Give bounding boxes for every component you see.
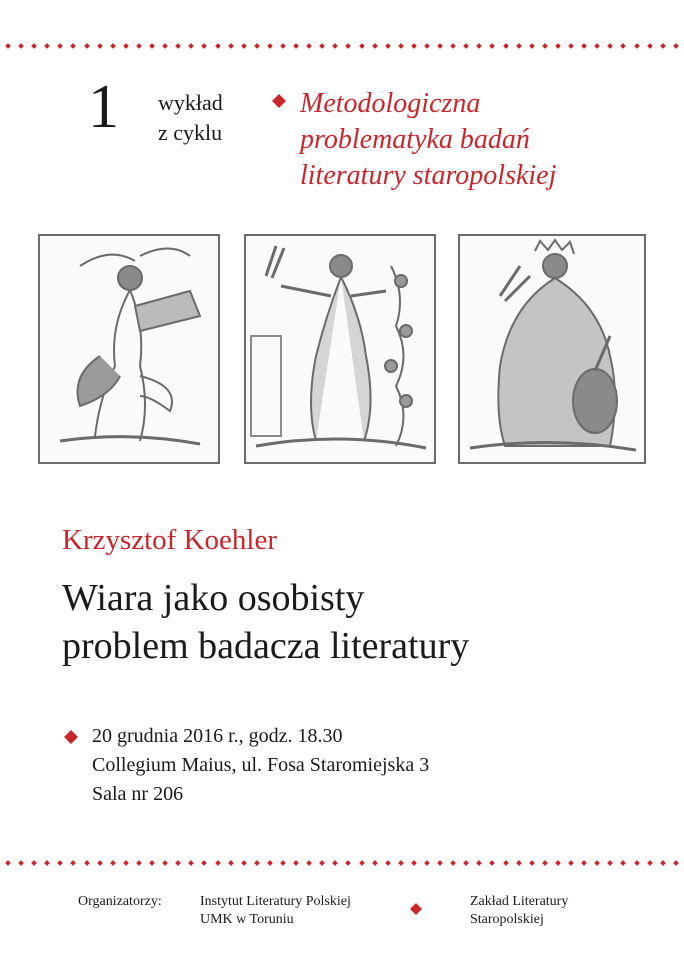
lecture-title-line2: problem badacza literatury [62, 625, 470, 667]
border-dot [607, 860, 613, 866]
organizer-department-line2: Staropolskiej [470, 912, 544, 927]
border-dot [463, 43, 469, 49]
border-dot [136, 860, 142, 866]
border-dot [162, 860, 168, 866]
border-dot [372, 860, 378, 866]
border-dot [44, 43, 50, 49]
border-dot [490, 860, 496, 866]
border-dot [5, 860, 11, 866]
border-dot [215, 860, 221, 866]
organizer-institute [200, 893, 351, 929]
border-dot [228, 860, 234, 866]
border-dot [621, 860, 627, 866]
border-dot [123, 43, 129, 49]
border-dot [31, 860, 37, 866]
border-dot [18, 43, 24, 49]
border-dot [346, 43, 352, 49]
border-dot [84, 43, 90, 49]
border-dot [372, 43, 378, 49]
event-place: Collegium Maius, ul. Fosa Staromiejska 3 [92, 754, 430, 776]
border-dot [110, 43, 116, 49]
border-dot [346, 860, 352, 866]
border-dot [516, 43, 522, 49]
winged-figure-engraving [38, 234, 220, 464]
top-dotted-border [0, 40, 684, 52]
border-dot [293, 860, 299, 866]
border-dot [97, 860, 103, 866]
border-dot [542, 43, 548, 49]
border-dot [634, 43, 640, 49]
series-number: 1 [88, 73, 119, 141]
border-dot [463, 860, 469, 866]
footer-diamond-icon [410, 902, 422, 920]
series-label-line2: z cyklu [158, 120, 223, 145]
border-dot [306, 860, 312, 866]
border-dot [333, 43, 339, 49]
border-dot [136, 43, 142, 49]
border-dot [149, 860, 155, 866]
border-dot [254, 860, 260, 866]
border-dot [319, 860, 325, 866]
border-dot [450, 860, 456, 866]
series-title-line3: literatury staropolskiej [300, 160, 557, 191]
border-dot [385, 860, 391, 866]
border-dot [673, 860, 679, 866]
border-dot [581, 43, 587, 49]
border-dot [411, 43, 417, 49]
border-dot [267, 860, 273, 866]
engraving-row [38, 234, 646, 464]
border-dot [84, 860, 90, 866]
organizer-institute-line1: Instytut Literatury Polskiej [200, 894, 351, 909]
organizer-department-line1: Zakład Literatury [470, 894, 569, 909]
border-dot [267, 43, 273, 49]
border-dot [280, 43, 286, 49]
border-dot [555, 43, 561, 49]
series-title-line1: Metodologiczna [300, 88, 481, 119]
border-dot [58, 860, 64, 866]
border-dot [411, 860, 417, 866]
woman-with-vine-engraving [244, 234, 436, 464]
border-dot [437, 43, 443, 49]
border-dot [5, 43, 11, 49]
border-dot [202, 43, 208, 49]
border-dot [529, 860, 535, 866]
border-dot [607, 43, 613, 49]
border-dot [58, 43, 64, 49]
border-dot [594, 43, 600, 49]
border-dot [110, 860, 116, 866]
event-room: Sala nr 206 [92, 783, 184, 805]
series-diamond-icon [272, 94, 286, 113]
border-dot [319, 43, 325, 49]
lecture-title-line1: Wiara jako osobisty [62, 577, 365, 619]
border-dot [18, 860, 24, 866]
border-dot [293, 43, 299, 49]
border-dot [477, 860, 483, 866]
lecture-title [62, 574, 469, 670]
border-dot [359, 860, 365, 866]
border-dot [97, 43, 103, 49]
border-dot [71, 860, 77, 866]
border-dot [437, 860, 443, 866]
series-title [300, 86, 556, 194]
border-dot [44, 860, 50, 866]
border-dot [123, 860, 129, 866]
series-title-line2: problematyka badań [300, 124, 530, 155]
border-dot [31, 43, 37, 49]
border-dot [594, 860, 600, 866]
bottom-dotted-border [0, 857, 684, 869]
border-dot [450, 43, 456, 49]
border-dot [398, 860, 404, 866]
organizer-department [470, 893, 568, 929]
border-dot [424, 860, 430, 866]
border-dot [660, 43, 666, 49]
border-dot [568, 43, 574, 49]
organizers-label: Organizatorzy: [78, 894, 162, 909]
border-dot [175, 860, 181, 866]
series-label [158, 88, 223, 148]
border-dot [202, 860, 208, 866]
border-dot [188, 43, 194, 49]
border-dot [175, 43, 181, 49]
border-dot [333, 860, 339, 866]
crowned-woman-engraving [458, 234, 646, 464]
border-dot [555, 860, 561, 866]
border-dot [516, 860, 522, 866]
organizer-institute-line2: UMK w Toruniu [200, 912, 294, 927]
border-dot [398, 43, 404, 49]
border-dot [71, 43, 77, 49]
border-dot [477, 43, 483, 49]
border-dot [529, 43, 535, 49]
border-dot [162, 43, 168, 49]
series-label-line1: wykład [158, 90, 223, 115]
border-dot [215, 43, 221, 49]
details-diamond-icon [64, 730, 78, 749]
border-dot [634, 860, 640, 866]
border-dot [188, 860, 194, 866]
border-dot [241, 860, 247, 866]
border-dot [568, 860, 574, 866]
border-dot [228, 43, 234, 49]
lecture-author: Krzysztof Koehler [62, 524, 277, 556]
border-dot [581, 860, 587, 866]
border-dot [149, 43, 155, 49]
border-dot [647, 860, 653, 866]
border-dot [280, 860, 286, 866]
border-dot [359, 43, 365, 49]
border-dot [621, 43, 627, 49]
border-dot [385, 43, 391, 49]
border-dot [647, 43, 653, 49]
event-date: 20 grudnia 2016 r., godz. 18.30 [92, 725, 343, 747]
border-dot [306, 43, 312, 49]
border-dot [424, 43, 430, 49]
border-dot [660, 860, 666, 866]
border-dot [542, 860, 548, 866]
border-dot [490, 43, 496, 49]
border-dot [503, 43, 509, 49]
border-dot [254, 43, 260, 49]
event-details [92, 722, 429, 809]
border-dot [503, 860, 509, 866]
border-dot [241, 43, 247, 49]
border-dot [673, 43, 679, 49]
